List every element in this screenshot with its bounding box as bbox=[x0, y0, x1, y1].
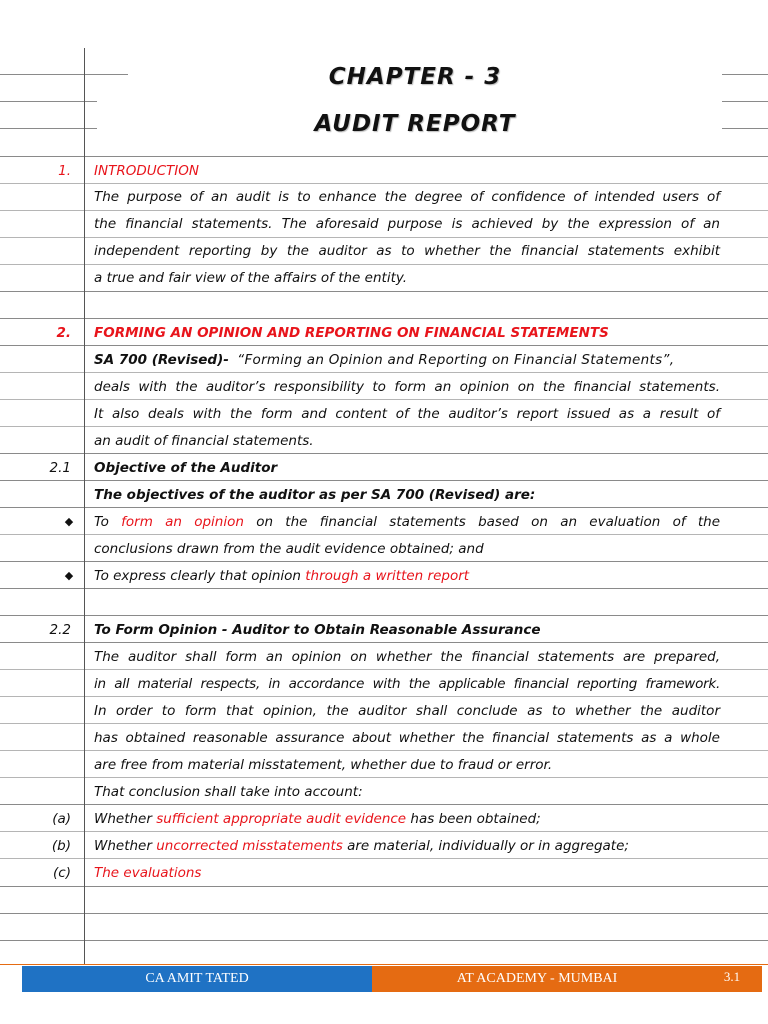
rule bbox=[0, 886, 768, 887]
text: are material, individually or in aggregate; bbox=[347, 838, 629, 854]
highlight-text: form an opinion bbox=[121, 514, 244, 530]
subsection-heading: Objective of the Auditor bbox=[94, 460, 278, 476]
section-number: 2.1 bbox=[49, 460, 71, 476]
bullet-line bbox=[94, 509, 720, 535]
page-footer bbox=[0, 964, 768, 994]
paragraph-line: has obtained reasonable assurance about whether the financial statements as a whole bbox=[94, 730, 720, 746]
footer-author: CA AMIT TATED bbox=[22, 966, 372, 992]
text: To express clearly that opinion bbox=[94, 568, 301, 584]
sa-reference-line bbox=[94, 347, 720, 373]
list-item bbox=[94, 806, 720, 832]
diamond-bullet-icon: ◆ bbox=[64, 569, 74, 582]
paragraph-line: in all material respects, in accordance with the applicable financial reporting framework. bbox=[94, 676, 720, 692]
diamond-bullet-icon: ◆ bbox=[64, 515, 74, 528]
footer-academy: AT ACADEMY - MUMBAI bbox=[372, 966, 702, 992]
subsection-subheading: The objectives of the auditor as per SA 700 (Revised) are: bbox=[94, 487, 536, 503]
text: To bbox=[94, 514, 109, 530]
paragraph-line: The purpose of an audit is to enhance the degree of confidence of intended users of bbox=[94, 189, 720, 205]
rule bbox=[0, 318, 768, 319]
highlight-text: The evaluations bbox=[94, 865, 202, 881]
section-number: 2. bbox=[56, 325, 71, 341]
list-item bbox=[94, 833, 720, 859]
section-number: 2.2 bbox=[49, 622, 71, 638]
highlight-text: uncorrected misstatements bbox=[156, 838, 343, 854]
rule bbox=[0, 291, 768, 292]
section-heading: FORMING AN OPINION AND REPORTING ON FINANCIAL STATEMENTS bbox=[94, 325, 609, 341]
paragraph-line: the financial statements. The aforesaid purpose is achieved by the expression of an bbox=[94, 216, 720, 232]
paragraph-line: In order to form that opinion, the auditor shall conclude as to whether the auditor bbox=[94, 703, 720, 719]
text: on the financial statements based on an evaluation of the bbox=[256, 514, 721, 530]
item-label: (b) bbox=[51, 838, 71, 854]
item-label: (a) bbox=[52, 811, 71, 827]
paragraph-line: It also deals with the form and content of the auditor’s report issued as a result of bbox=[94, 406, 720, 422]
subsection-heading: To Form Opinion - Auditor to Obtain Reasonable Assurance bbox=[94, 622, 541, 638]
rule bbox=[0, 615, 768, 616]
paragraph-line: The auditor shall form an opinion on whether the financial statements are prepared, bbox=[94, 649, 720, 665]
paragraph-line: are free from material misstatement, whether due to fraud or error. bbox=[94, 757, 553, 773]
margin-line bbox=[84, 48, 85, 964]
paragraph-line: independent reporting by the auditor as to whether the financial statements exhibit bbox=[94, 243, 720, 259]
bullet-line: conclusions drawn from the audit evidence obtained; and bbox=[94, 541, 484, 557]
paragraph-line: a true and fair view of the affairs of the entity. bbox=[94, 270, 408, 286]
section-number: 1. bbox=[58, 163, 71, 179]
highlight-text: sufficient appropriate audit evidence bbox=[156, 811, 407, 827]
highlight-text: through a written report bbox=[305, 568, 470, 584]
rule bbox=[722, 101, 768, 102]
section-heading: INTRODUCTION bbox=[94, 163, 199, 179]
sa-reference: SA 700 (Revised)- bbox=[94, 352, 229, 368]
item-label: (c) bbox=[53, 865, 71, 881]
rule bbox=[0, 940, 768, 941]
paragraph-line: That conclusion shall take into account: bbox=[94, 784, 363, 800]
list-item bbox=[94, 860, 720, 886]
rule bbox=[0, 156, 768, 157]
text: Whether bbox=[94, 811, 152, 827]
rule bbox=[0, 101, 97, 102]
rule bbox=[0, 913, 768, 914]
paragraph-line: an audit of financial statements. bbox=[94, 433, 314, 449]
paragraph-line: deals with the auditor’s responsibility to form an opinion on the financial statements. bbox=[94, 379, 720, 395]
text: has been obtained; bbox=[410, 811, 541, 827]
text: Whether bbox=[94, 838, 152, 854]
page-number: 3.1 bbox=[702, 966, 762, 992]
bullet-line bbox=[94, 563, 720, 589]
sa-title: “Forming an Opinion and Reporting on Financial Statements”, bbox=[237, 352, 675, 368]
page-title: AUDIT REPORT bbox=[314, 111, 516, 137]
chapter-heading: CHAPTER - 3 bbox=[328, 64, 502, 90]
